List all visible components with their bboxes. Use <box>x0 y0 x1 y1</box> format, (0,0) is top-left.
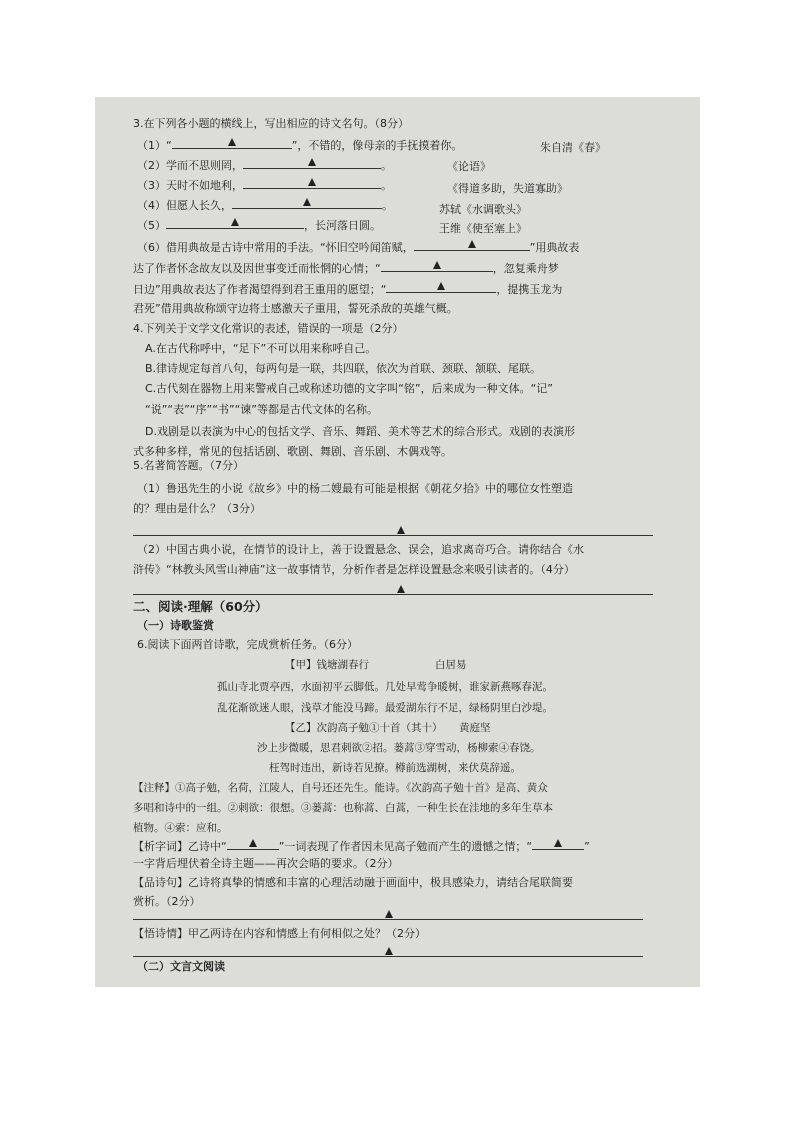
triangle-marker-icon <box>308 178 316 186</box>
answer-blank[interactable] <box>414 239 530 251</box>
poem-b-line-2: 枉驾时违出，新诗若见撩。樽前选湖树，来伏莫辞遥。 <box>269 762 521 774</box>
poem-a-line-1: 孤山寺北贾亭西，水面初平云脚低。几处早莺争暖树，谁家新燕啄春泥。 <box>217 681 553 693</box>
q4-option-c-cont: “说”“表”“序”“书”“谏”等都是古代文体的名称。 <box>145 403 378 416</box>
answer-blank[interactable] <box>243 157 381 169</box>
triangle-marker-icon <box>468 240 476 248</box>
q4-option-a[interactable]: A.在古代称呼中，“足下”不可以用来称呼自己。 <box>145 342 377 355</box>
answer-blank[interactable] <box>243 177 381 189</box>
q5-part-1-line-1: （1）鲁迅先生的小说《故乡》中的杨二嫂最有可能是根据《朝花夕拾》中的哪位女性塑造 <box>137 482 573 495</box>
triangle-marker-icon <box>231 218 239 226</box>
q5-part-2-line-2: 浒传》“林教头风雪山神庙”这一故事情节，分析作者是怎样设置悬念来吸引读者的。（4分） <box>133 563 575 576</box>
answer-line[interactable] <box>133 956 643 957</box>
poem-a-title: 【甲】钱塘湖春行 <box>285 659 369 671</box>
answer-blank[interactable] <box>386 281 496 293</box>
task-word-analysis-line-1: 【析字词】乙诗中“ ”一词表现了作者因未见高子勉而产生的遗憾之情；“ ” <box>133 840 590 853</box>
q4-heading: 4.下列关于文学文化常识的表述，错误的一项是（2分） <box>133 322 404 335</box>
q3-item-6-line-1: （6）借用典故是古诗中常用的手法。“怀旧空吟闻笛赋， ”用典故表 <box>137 241 580 254</box>
poem-b-title: 【乙】次韵高子勉①十首（其十） <box>285 722 443 734</box>
poem-a-author: 白居易 <box>435 659 467 671</box>
poem-notes-line-3: 植物。④索：应和。 <box>133 822 228 834</box>
triangle-marker-icon <box>249 839 257 847</box>
q3-item-5: （5） ，长河落日圆。 <box>137 219 381 232</box>
q6-heading: 6.阅读下面两首诗歌，完成赏析任务。（6分） <box>137 638 358 651</box>
task-word-analysis-line-2: 一字背后埋伏着全诗主题——再次会晤的要求。（2分） <box>133 857 399 870</box>
triangle-marker-icon <box>397 585 405 593</box>
q3-item-4: （4）但愿人长久， 。 <box>137 199 393 212</box>
q4-option-b[interactable]: B.律诗规定每首八句，每两句是一联，共四联，依次为首联、颈联、颔联、尾联。 <box>145 362 542 375</box>
task-line-analysis-line-1: 【品诗句】乙诗将真挚的情感和丰富的心理活动融于画面中，极具感染力，请结合尾联简要 <box>133 876 573 889</box>
triangle-marker-icon <box>554 839 562 847</box>
triangle-marker-icon <box>308 158 316 166</box>
q3-heading: 3.在下列各小题的横线上，写出相应的诗文名句。（8分） <box>133 117 409 130</box>
section-2-heading: 二、阅读·理解（60分） <box>133 599 268 614</box>
q4-option-d[interactable]: D.戏剧是以表演为中心的包括文学、音乐、舞蹈、美术等艺术的综合形式。戏剧的表演形 <box>145 425 575 438</box>
answer-blank[interactable] <box>166 217 304 229</box>
q5-part-2-line-1: （2）中国古典小说，在情节的设计上，善于设置悬念、误会，追求离奇巧合。请你结合《水 <box>137 543 584 556</box>
q3-item-1-source: 朱自清《春》 <box>540 141 606 154</box>
triangle-marker-icon <box>437 282 445 290</box>
poem-notes-line-2: 多唱和诗中的一组。②刺欲：很想。③蒌蒿：也称蒿、白蒿，一种生长在洼地的多年生草本 <box>133 802 553 814</box>
task-line-analysis-line-2: 赏析。（2分） <box>133 895 201 908</box>
q3-item-6-line-4: 君死”借用典故称颂守边将士感激天子重用，誓死杀敌的英雄气概。 <box>133 302 458 315</box>
q3-item-3-source: 《得道多助，失道寡助》 <box>447 182 568 195</box>
q3-item-6-line-3: 日边”用典故表达了作者渴望得到君王重用的愿望；“ ，提携玉龙为 <box>133 283 563 296</box>
poem-b-line-1: 沙上步微暖，思君刺欲②招。蒌蒿③穿雪动，杨柳索④春饶。 <box>257 742 541 754</box>
poem-b-author: 黄庭坚 <box>459 722 491 734</box>
triangle-marker-icon <box>228 138 236 146</box>
answer-line[interactable] <box>133 535 653 536</box>
triangle-marker-icon <box>385 947 393 955</box>
answer-blank[interactable] <box>381 260 493 272</box>
answer-blank[interactable] <box>227 838 279 850</box>
triangle-marker-icon <box>385 910 393 918</box>
answer-line[interactable] <box>133 594 653 595</box>
poem-a-line-2: 乱花渐欲迷人眼，浅草才能没马蹄。最爱湖东行不足，绿杨阴里白沙堤。 <box>217 702 553 714</box>
q3-item-2-source: 《论语》 <box>447 160 491 173</box>
section-2-sub-classical: （二）文言文阅读 <box>137 960 225 973</box>
triangle-marker-icon <box>303 198 311 206</box>
q4-option-c[interactable]: C.古代刻在器物上用来警戒自己或称述功德的文字叫“铭”，后来成为一种文体。“记” <box>145 382 553 395</box>
q5-heading: 5.名著简答题。（7分） <box>133 459 244 472</box>
answer-blank[interactable] <box>532 838 584 850</box>
triangle-marker-icon <box>397 526 405 534</box>
q4-option-d-cont: 式多种多样，常见的包括话剧、歌剧、舞剧、音乐剧、木偶戏等。 <box>133 445 452 458</box>
q3-item-4-source: 苏轼《水调歌头》 <box>439 203 527 216</box>
answer-blank[interactable] <box>232 197 382 209</box>
task-emotion-analysis: 【悟诗情】甲乙两诗在内容和情感上有何相似之处？（2分） <box>133 927 426 940</box>
section-2-sub-poetry: （一）诗歌鉴赏 <box>137 619 214 632</box>
q3-item-5-source: 王维《使至塞上》 <box>439 222 527 235</box>
q3-item-6-line-2: 达了作者怀念故友以及因世事变迁而怅惘的心情；“ ，忽复乘舟梦 <box>133 262 559 275</box>
answer-blank[interactable] <box>172 137 292 149</box>
exam-paper <box>95 97 700 987</box>
q3-item-3: （3）天时不如地利， 。 <box>137 179 392 192</box>
q5-part-1-line-2: 的？理由是什么？（3分） <box>133 502 261 515</box>
answer-line[interactable] <box>133 919 643 920</box>
poem-notes-line-1: 【注释】①高子勉，名荷，江陵人，自号还还先生。能诗。《次韵高子勉十首》是高、黄众 <box>133 782 548 794</box>
triangle-marker-icon <box>433 261 441 269</box>
q3-item-2: （2）学而不思则罔， 。 <box>137 159 392 172</box>
q3-item-1: （1）“ ”，不错的，像母亲的手抚摸着你。 <box>137 139 463 152</box>
